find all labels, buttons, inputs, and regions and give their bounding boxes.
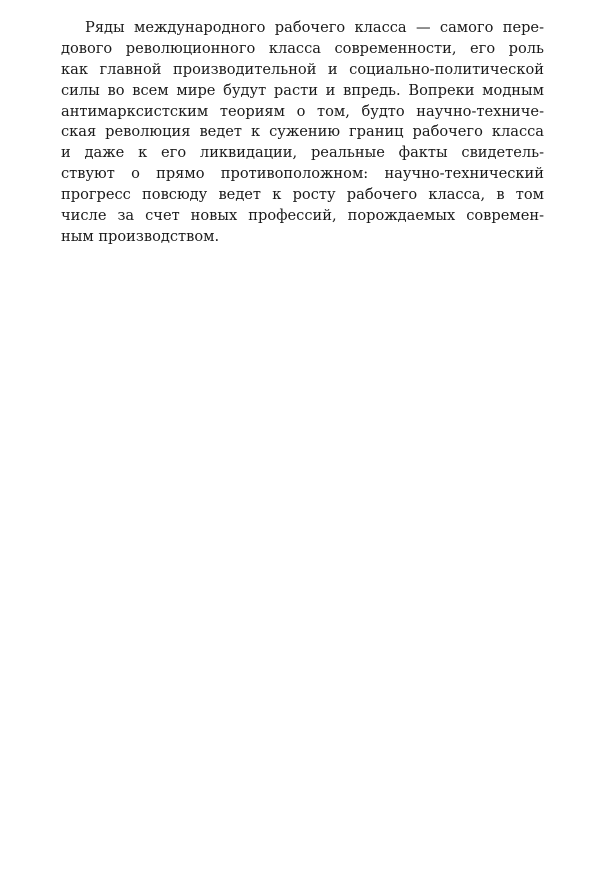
paragraph-line-7: и даже к его ликвидации, реальные факты свидетель- (61, 144, 544, 162)
paragraph-line-11: ным производством. (61, 227, 220, 245)
paragraph-line-9: прогресс повсюду ведет к росту рабочего класса, в том (61, 186, 544, 204)
paragraph-line-2: дового революционного класса современности, его роль (61, 39, 544, 57)
paragraph-line-5: антимарксистским теориям о том, будто научно-техниче- (61, 102, 544, 120)
paragraph-line-1: Ряды международного рабочего класса — самого пере- (85, 19, 544, 36)
body-paragraph (61, 18, 544, 248)
paragraph-line-3: как главной производительной и социально-политической (61, 60, 544, 78)
paragraph-line-6: ская революция ведет к сужению границ рабочего класса (61, 123, 544, 141)
paragraph-line-10: числе за счет новых профессий, порождаемых современ- (61, 207, 544, 225)
paragraph-line-4: силы во всем мире будут расти и впредь. Вопреки модным (61, 81, 544, 99)
paragraph-line-8: ствуют о прямо противоположном: научно-технический (61, 165, 544, 183)
